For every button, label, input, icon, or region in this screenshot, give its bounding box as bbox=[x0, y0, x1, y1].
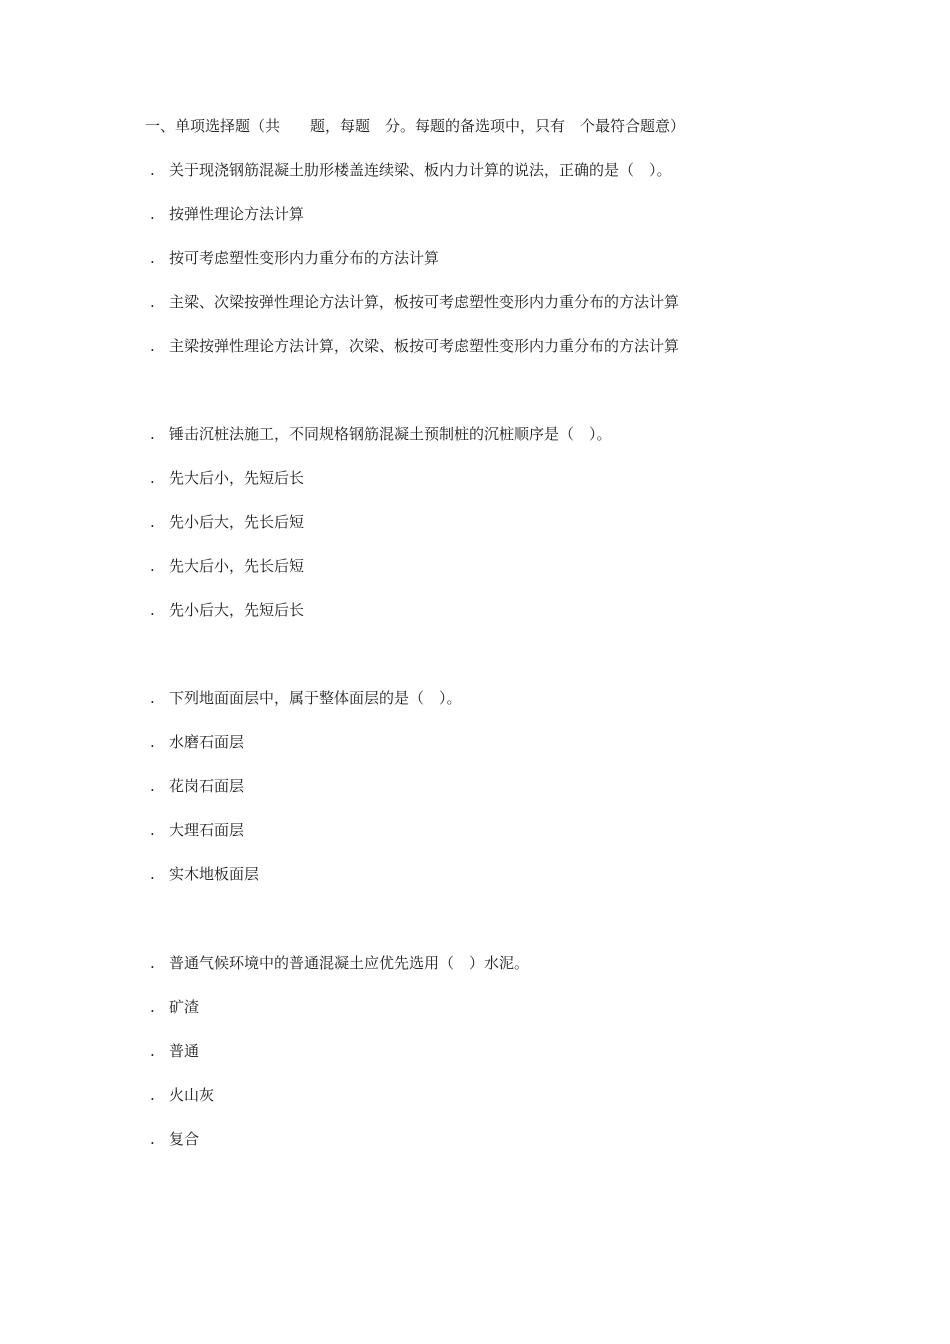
question-marker: . bbox=[150, 954, 155, 972]
option-text: 按弹性理论方法计算 bbox=[169, 205, 305, 223]
answer-option[interactable] bbox=[150, 468, 304, 488]
option-marker: . bbox=[150, 1130, 155, 1148]
answer-option[interactable] bbox=[150, 336, 679, 356]
answer-option[interactable] bbox=[150, 600, 304, 620]
question-text: 下列地面面层中，属于整体面层的是（ ）。 bbox=[169, 689, 462, 707]
answer-option[interactable] bbox=[150, 732, 244, 752]
answer-option[interactable] bbox=[150, 1041, 199, 1061]
answer-option[interactable] bbox=[150, 776, 244, 796]
option-text: 复合 bbox=[169, 1130, 200, 1148]
answer-option[interactable] bbox=[150, 864, 259, 884]
option-text: 水磨石面层 bbox=[169, 733, 245, 751]
option-text: 大理石面层 bbox=[169, 821, 245, 839]
question-marker: . bbox=[150, 161, 155, 179]
option-text: 实木地板面层 bbox=[169, 865, 260, 883]
option-marker: . bbox=[150, 337, 155, 355]
option-text: 先大后小，先短后长 bbox=[169, 469, 305, 487]
question-stem bbox=[150, 953, 529, 973]
option-marker: . bbox=[150, 513, 155, 531]
question-marker: . bbox=[150, 425, 155, 443]
option-text: 先小后大，先长后短 bbox=[169, 513, 305, 531]
question-text: 普通气候环境中的普通混凝土应优先选用（ ）水泥。 bbox=[169, 954, 530, 972]
question-text: 关于现浇钢筋混凝土肋形楼盖连续梁、板内力计算的说法，正确的是（ ）。 bbox=[169, 161, 672, 179]
option-marker: . bbox=[150, 557, 155, 575]
option-text: 主梁按弹性理论方法计算，次梁、板按可考虑塑性变形内力重分布的方法计算 bbox=[169, 337, 680, 355]
question-stem bbox=[150, 688, 462, 708]
answer-option[interactable] bbox=[150, 204, 304, 224]
answer-option[interactable] bbox=[150, 512, 304, 532]
section-heading: 一、单项选择题（共 题，每题 分。每题的备选项中，只有 个最符合题意） bbox=[145, 117, 686, 135]
answer-option[interactable] bbox=[150, 292, 679, 312]
question-text: 锤击沉桩法施工，不同规格钢筋混凝土预制桩的沉桩顺序是（ ）。 bbox=[169, 425, 612, 443]
option-marker: . bbox=[150, 733, 155, 751]
answer-option[interactable] bbox=[150, 248, 439, 268]
option-text: 花岗石面层 bbox=[169, 777, 245, 795]
answer-option[interactable] bbox=[150, 1129, 199, 1149]
option-marker: . bbox=[150, 601, 155, 619]
option-marker: . bbox=[150, 865, 155, 883]
option-text: 主梁、次梁按弹性理论方法计算，板按可考虑塑性变形内力重分布的方法计算 bbox=[169, 293, 680, 311]
option-marker: . bbox=[150, 205, 155, 223]
option-marker: . bbox=[150, 1042, 155, 1060]
option-text: 先小后大，先短后长 bbox=[169, 601, 305, 619]
option-marker: . bbox=[150, 249, 155, 267]
option-text: 火山灰 bbox=[169, 1086, 215, 1104]
question-stem bbox=[150, 424, 612, 444]
answer-option[interactable] bbox=[150, 820, 244, 840]
option-marker: . bbox=[150, 293, 155, 311]
option-text: 按可考虑塑性变形内力重分布的方法计算 bbox=[169, 249, 440, 267]
option-marker: . bbox=[150, 821, 155, 839]
question-marker: . bbox=[150, 689, 155, 707]
answer-option[interactable] bbox=[150, 1085, 214, 1105]
option-text: 先大后小，先长后短 bbox=[169, 557, 305, 575]
option-marker: . bbox=[150, 998, 155, 1016]
option-text: 矿渣 bbox=[169, 998, 200, 1016]
question-stem bbox=[150, 160, 672, 180]
answer-option[interactable] bbox=[150, 997, 199, 1017]
option-marker: . bbox=[150, 469, 155, 487]
option-marker: . bbox=[150, 1086, 155, 1104]
option-text: 普通 bbox=[169, 1042, 200, 1060]
answer-option[interactable] bbox=[150, 556, 304, 576]
option-marker: . bbox=[150, 777, 155, 795]
